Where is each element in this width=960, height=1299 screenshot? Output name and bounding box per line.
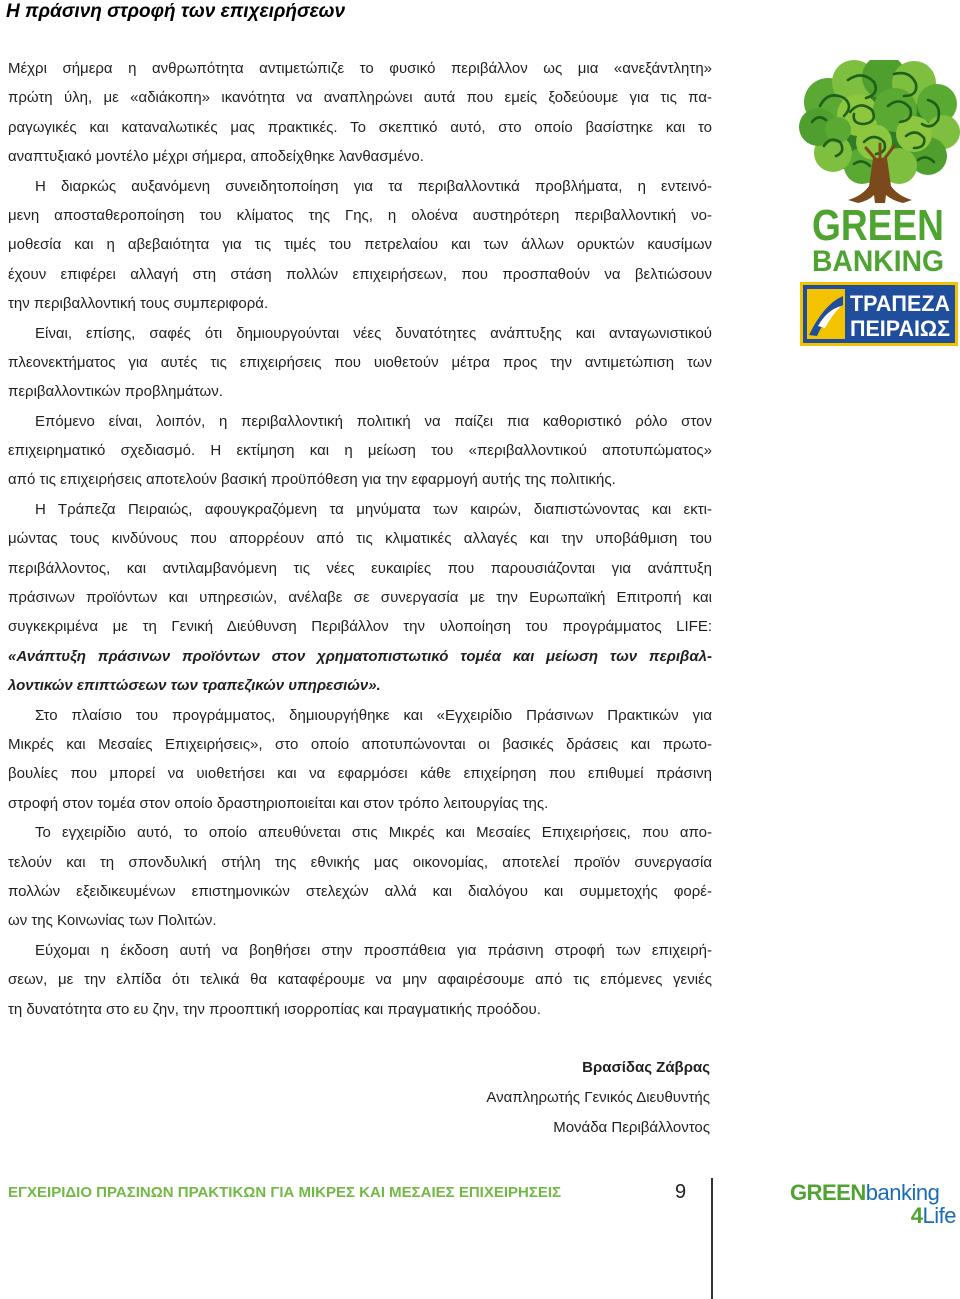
body-line: πλεονεκτήματος για αυτές τις επιχειρήσεις που υιοθετούν μέτρα προς την αντιμετώπιση των	[8, 353, 712, 371]
paragraph-7	[8, 818, 712, 936]
body-line: μοθεσία και η αβεβαιότητα για τις τιμές του πετρελαίου και των άλλων ορυκτών καυσίμων	[8, 236, 712, 254]
tree-icon	[799, 60, 960, 203]
body-line: πράσινων προϊόντων και υπηρεσιών, ανέλαβε σε συνεργασία με την Ευρωπαϊκή Επιτροπή και	[8, 589, 712, 607]
body-line: ων της Κοινωνίας των Πολιτών.	[8, 912, 217, 930]
paragraph-2	[8, 172, 712, 319]
logo-four: 4	[910, 1203, 923, 1228]
body-line: επιχειρηματικό σχεδιασμό. Η εκτίμηση και η μείωση του «περιβαλλοντικού αποτυπώματος»	[8, 442, 712, 460]
body-line: συγκεκριμένα με τη Γενική Διεύθυνση Περιβάλλον την υλοποίηση του προγράμματος LIFE:	[8, 618, 712, 636]
body-line: Η Τράπεζα Πειραιώς, αφουγκραζόμενη τα μηνύματα των καιρών, διαπιστώνοντας και εκτι-	[35, 500, 712, 518]
body-line: ραγωγικές και καταναλωτικές μας πρακτικές. Το σκεπτικό αυτό, στο οποίο βασίστηκε και το	[8, 118, 712, 136]
body-line: μενη αποσταθεροποίηση του κλίματος της Γης, η ολοένα αυστηρότερη περιβαλλοντική νο-	[8, 206, 712, 224]
body-line: Επόμενο είναι, λοιπόν, η περιβαλλοντική πολιτική να παίζει πια καθοριστικό ρόλο στον	[35, 412, 712, 430]
body-line: Εύχομαι η έκδοση αυτή να βοηθήσει στην προσπάθεια για πράσινη στροφή των επιχειρή-	[35, 941, 712, 959]
body-line: βουλίες που μπορεί να υιοθετήσει και να εφαρμόσει κάθε επιχείρηση που επιθυμεί πράσινη	[8, 765, 712, 783]
body-line: από τις επιχειρήσεις αποτελούν βασική προϋπόθεση για την εφαρμογή αυτής της πολιτικής.	[8, 471, 616, 489]
body-line: τελούν και τη σπονδυλική στήλη της εθνικής μας οικονομίας, αποτελεί προϊόν συνεργασία	[8, 853, 712, 871]
greenbanking4life-logo	[790, 1181, 956, 1227]
signatory-name: Βρασίδας Ζάβρας	[582, 1059, 710, 1076]
paragraph-6	[8, 701, 712, 819]
body-line: περιβαλλοντικών προβλημάτων.	[8, 383, 223, 401]
page-number: 9	[675, 1181, 687, 1203]
body-line: πρώτη ύλη, με «αδιάκοπη» ικανότητα να αναπληρώνει αυτά που εμείς ξοδεύουμε για τις πα-	[8, 89, 712, 107]
logo-green: GREEN	[790, 1180, 866, 1205]
bank-name-line2: ΠΕΙΡΑΙΩΣ	[850, 316, 950, 341]
program-title-line: «Ανάπτυξη πράσινων προϊόντων στον χρηματοπιστωτικό τομέα και μείωση των περιβαλ-	[8, 647, 712, 665]
page-title: Η πράσινη στροφή των επιχειρήσεων	[6, 1, 346, 22]
logo-word-green: GREEN	[812, 201, 944, 250]
body-line: Στο πλαίσιο του προγράμματος, δημιουργήθηκε και «Εγχειρίδιο Πράσινων Πρακτικών για	[35, 706, 712, 724]
body-line: Είναι, επίσης, σαφές ότι δημιουργούνται νέες δυνατότητες ανάπτυξης και ανταγωνιστικού	[35, 324, 712, 342]
signature-block	[8, 1053, 710, 1143]
body-line: αναπτυξιακό μοντέλο μέχρι σήμερα, αποδείχθηκε λανθασμένο.	[8, 148, 424, 166]
body-line: στροφή στον τομέα στον οποίο δραστηριοποιείται και στον τρόπο λειτουργίας της.	[8, 794, 549, 812]
body-line: Μέχρι σήμερα η ανθρωπότητα αντιμετώπιζε το φυσικό περιβάλλον ως μια «ανεξάντλητη»	[8, 60, 712, 77]
green-banking-logo	[798, 60, 960, 350]
signatory-unit: Μονάδα Περιβάλλοντος	[553, 1119, 710, 1136]
bank-name-line1: ΤΡΑΠΕΖΑ	[850, 291, 951, 316]
footer-publication-title: ΕΓΧΕΙΡΙΔΙΟ ΠΡΑΣΙΝΩΝ ΠΡΑΚΤΙΚΩΝ ΓΙΑ ΜΙΚΡΕΣ ΚΑΙ ΜΕΣΑΙΕΣ ΕΠΙΧΕΙΡΗΣΕΙΣ	[8, 1184, 562, 1201]
logo-row	[790, 1204, 956, 1227]
body-line: Μικρές και Μεσαίες Επιχειρήσεις», στο οποίο αποτυπώνονται οι βασικές δράσεις και πρωτο-	[8, 735, 712, 753]
piraeus-bank-emblem-icon	[807, 289, 845, 339]
body-text	[8, 54, 712, 1024]
footer-divider	[711, 1178, 713, 1299]
logo-word-banking: BANKING	[812, 245, 944, 278]
body-line: την περιβαλλοντική τους συμπεριφορά.	[8, 295, 269, 313]
paragraph-4	[8, 407, 712, 495]
logo-life: Life	[922, 1203, 956, 1228]
signatory-position: Αναπληρωτής Γενικός Διευθυντής	[486, 1089, 710, 1106]
body-line: Το εγχειρίδιο αυτό, το οποίο απευθύνεται στις Μικρές και Μεσαίες Επιχειρήσεις, που απο-	[35, 824, 712, 842]
logo-banking: banking	[865, 1180, 940, 1205]
paragraph-3	[8, 319, 712, 407]
body-line: έχουν επιφέρει αλλαγή στη στάση πολλών επιχειρήσεων, που προσπαθούν να βελτιώσουν	[8, 265, 712, 283]
body-line: τη δυνατότητα στο ευ ζην, την προοπτική ισορροπίας και πραγματικής προόδου.	[8, 1000, 541, 1018]
program-title-line: λοντικών επιπτώσεων των τραπεζικών υπηρεσιών».	[8, 677, 381, 695]
body-line: σεων, με την ελπίδα ότι τελικά θα καταφέρουμε να μην αφαιρέσουμε από τις επόμενες γενιές	[8, 971, 712, 989]
body-line: πολλών εξειδικευμένων επιστημονικών στελεχών αλλά και διαλόγου και συμμετοχής φορέ-	[8, 882, 712, 900]
paragraph-1	[8, 54, 712, 172]
paragraph-5	[8, 495, 712, 701]
body-line: μώντας τους κινδύνους που απορρέουν από τις κλιματικές αλλαγές και την υποβάθμιση του	[8, 530, 712, 548]
body-line: περιβάλλοντος, και αντιλαμβανόμενη τις νέες ευκαιρίες που παρουσιάζονται για ανάπτυξη	[8, 559, 712, 577]
paragraph-8	[8, 936, 712, 1024]
logo-row	[790, 1181, 956, 1204]
body-line: Η διαρκώς αυξανόμενη συνειδητοποίηση για τα περιβαλλοντικά προβλήματα, η εντεινό-	[35, 177, 712, 195]
